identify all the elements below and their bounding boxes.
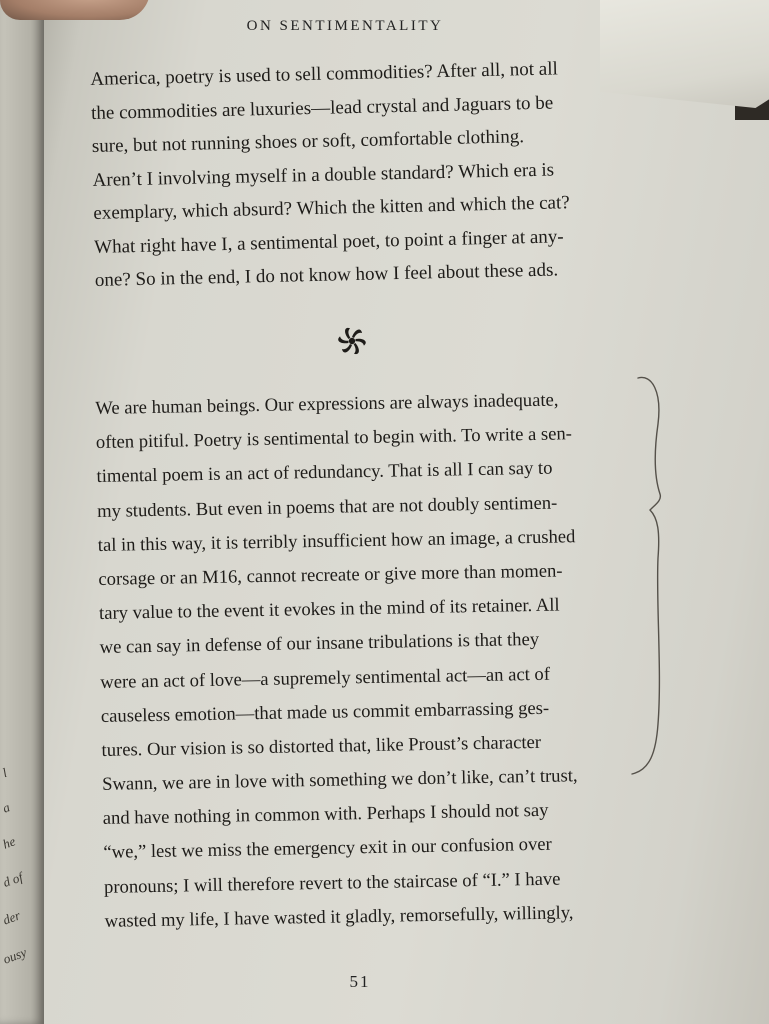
text-line: we can say in defense of our insane tribulations is that they: [99, 629, 540, 659]
facing-page-fragment: der: [0, 907, 23, 928]
text-line: were an act of love—a supremely sentimental act—an act of: [100, 663, 551, 693]
text-line: “we,” lest we miss the emergency exit in our confusion over: [103, 834, 552, 864]
text-line: the commodities are luxuries—lead crystal and Jaguars to be: [90, 92, 554, 124]
facing-page-fragment: ousy: [0, 944, 29, 967]
text-line: America, poetry is used to sell commodities? After all, not all: [90, 58, 558, 90]
fleuron-icon: [333, 322, 371, 360]
text-line: tures. Our vision is so distorted that, like Proust’s character: [101, 731, 542, 761]
text-line: my students. But even in poems that are not doubly sentimen-: [96, 492, 558, 522]
text-line: wasted my life, I have wasted it gladly, remorsefully, willingly,: [104, 902, 574, 932]
text-line: tary value to the event it evokes in the mind of its retainer. All: [98, 594, 560, 625]
finger: [0, 0, 150, 20]
facing-page-fragment: d of: [0, 869, 25, 890]
facing-page-fragment: a: [0, 799, 12, 816]
text-line: timental poem is an act of redundancy. That is all I can say to: [96, 458, 553, 488]
folded-corner: [600, 0, 769, 108]
text-line: sure, but not running shoes or soft, comfortable clothing.: [91, 126, 525, 157]
paragraph-2: [95, 383, 583, 939]
text-line: corsage or an M16, cannot recreate or give more than momen-: [98, 560, 563, 590]
facing-page-edge: [0, 0, 44, 1024]
paragraph-1: [90, 52, 572, 297]
text-line: and have nothing in common with. Perhaps I should not say: [102, 800, 549, 830]
facing-page-fragment: l: [0, 764, 9, 781]
text-line: one? So in the end, I do not know how I feel about these ads.: [94, 259, 559, 291]
pencil-bracket: [628, 372, 678, 782]
text-line: What right have I, a sentimental poet, to point a finger at any-: [93, 225, 564, 258]
page-number: 51: [349, 972, 371, 991]
running-head: ON SENTIMENTALITY: [246, 18, 444, 34]
text-line: causeless emotion—that made us commit embarrassing ges-: [100, 697, 550, 727]
text-line: exemplary, which absurd? Which the kitten and which the cat?: [93, 192, 570, 224]
text-line: We are human beings. Our expressions are always inadequate,: [95, 389, 559, 419]
text-line: pronouns; I will therefore revert to the staircase of “I.” I have: [103, 868, 561, 898]
text-line: Aren’t I involving myself in a double standard? Which era is: [92, 159, 555, 191]
facing-page-fragment: he: [0, 833, 18, 852]
text-line: tal in this way, it is terribly insufficient how an image, a crushed: [97, 525, 576, 556]
text-line: Swann, we are in love with something we don’t like, can’t trust,: [102, 765, 578, 795]
text-line: often pitiful. Poetry is sentimental to begin with. To write a sen-: [95, 423, 573, 454]
